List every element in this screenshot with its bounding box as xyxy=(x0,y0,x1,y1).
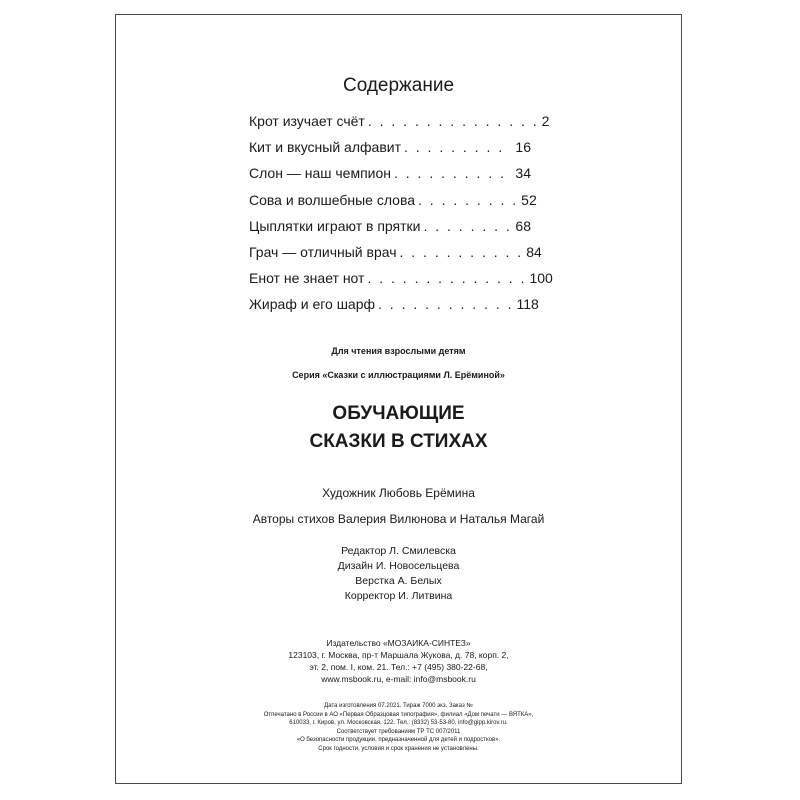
book-title-line: ОБУЧАЮЩИЕ xyxy=(332,403,465,424)
toc-leader-dots: . . . . . . . . . . . . xyxy=(378,296,514,313)
publisher-line: www.msbook.ru, e-mail: info@msbook.ru xyxy=(321,674,476,684)
toc-leader-dots: . . . . . . . . . . . . . . . xyxy=(367,113,539,129)
toc-item xyxy=(249,218,531,244)
toc-leader-dots: . . . . . . . . . xyxy=(403,139,505,156)
toc-leader-dots: . . . . . . . . . . xyxy=(394,165,506,182)
printing-line: Соответствует требованиям ТР ТС 007/2011 xyxy=(336,728,461,735)
toc-item xyxy=(249,270,553,296)
toc-item-page: 100 xyxy=(529,270,553,287)
publisher-line: Издательство «МОЗАИКА-СИНТЕЗ» xyxy=(326,638,471,648)
printing-line: Срок годности, условия и срок хранения не установлены. xyxy=(318,745,479,752)
publisher-info xyxy=(116,637,681,685)
illustrator-credit: Художник Любовь Ерёмина xyxy=(322,486,475,500)
book-title xyxy=(116,400,681,456)
toc-item-label: Крот изучает счёт xyxy=(249,113,365,129)
toc-item xyxy=(249,243,542,270)
book-title-line: СКАЗКИ В СТИХАХ xyxy=(309,431,488,452)
toc-leader-dots: . . . . . . . . xyxy=(423,217,512,234)
toc-item xyxy=(249,113,550,139)
printing-line: 610033, г. Киров, ул. Московская, 122. Тел.: (8332) 53-53-80, info@gipp.kirov.ru. xyxy=(289,720,508,726)
printing-line: Дата изготовления 07.2021. Тираж 7000 экз. Заказ № xyxy=(324,703,473,709)
authors-credit: Авторы стихов Валерия Вилюнова и Наталья Магай xyxy=(252,512,545,526)
toc-item-page: 34 xyxy=(515,165,531,182)
toc-item-page: 84 xyxy=(526,243,542,260)
toc-item-page: 52 xyxy=(521,191,537,208)
staff-credits xyxy=(116,544,681,604)
toc-leader-dots: . . . . . . . . . . . . . . xyxy=(367,270,527,287)
credit-line: Верстка А. Белых xyxy=(355,575,442,587)
toc-item-page: 2 xyxy=(541,113,550,129)
publisher-line: 123103, г. Москва, пр-т Маршала Жукова, д. 78, корп. 2, xyxy=(288,650,509,660)
toc-leader-dots: . . . . . . . . . . . xyxy=(399,243,524,260)
toc-item xyxy=(249,296,539,322)
toc-item xyxy=(249,165,531,191)
credit-line: Дизайн И. Новосельцева xyxy=(337,560,460,572)
printing-line: Отпечатано в России в АО «Первая Образцовая типография», филиал «Дом печати — ВЯТКА», xyxy=(263,711,534,718)
toc-item-page: 118 xyxy=(516,296,539,313)
credit-line: Корректор И. Литвина xyxy=(344,590,453,602)
toc-item-label: Енот не знает нот xyxy=(249,270,365,287)
publisher-line: эт. 2, пом. I, ком. 21. Тел.: +7 (495) 380-22-68, xyxy=(309,662,488,672)
toc-leader-dots: . . . . . . . . . xyxy=(418,191,519,208)
series-name: Серия «Сказки с иллюстрациями Л. Ерёминой» xyxy=(292,370,505,380)
credit-line: Редактор Л. Смилевска xyxy=(341,545,456,557)
printing-line: «О безопасности продукции, предназначенной для детей и подростков». xyxy=(296,737,501,743)
printing-info xyxy=(116,702,681,753)
book-page xyxy=(115,14,682,784)
toc-title: Содержание xyxy=(342,75,455,96)
toc-item-label: Слон — наш чемпион xyxy=(249,165,391,182)
toc-item-label: Сова и волшебные слова xyxy=(249,191,416,208)
audience-note: Для чтения взрослыми детям xyxy=(331,346,466,356)
table-of-contents xyxy=(249,113,553,323)
toc-item-label: Кит и вкусный алфавит xyxy=(249,139,401,156)
toc-item xyxy=(249,191,537,218)
toc-item-page: 16 xyxy=(515,139,531,156)
toc-item-label: Грач — отличный врач xyxy=(249,243,397,260)
toc-item xyxy=(249,139,531,165)
toc-item-page: 68 xyxy=(515,217,531,234)
toc-item-label: Жираф и его шарф xyxy=(249,296,376,313)
toc-item-label: Цыплятки играют в прятки xyxy=(249,217,421,234)
